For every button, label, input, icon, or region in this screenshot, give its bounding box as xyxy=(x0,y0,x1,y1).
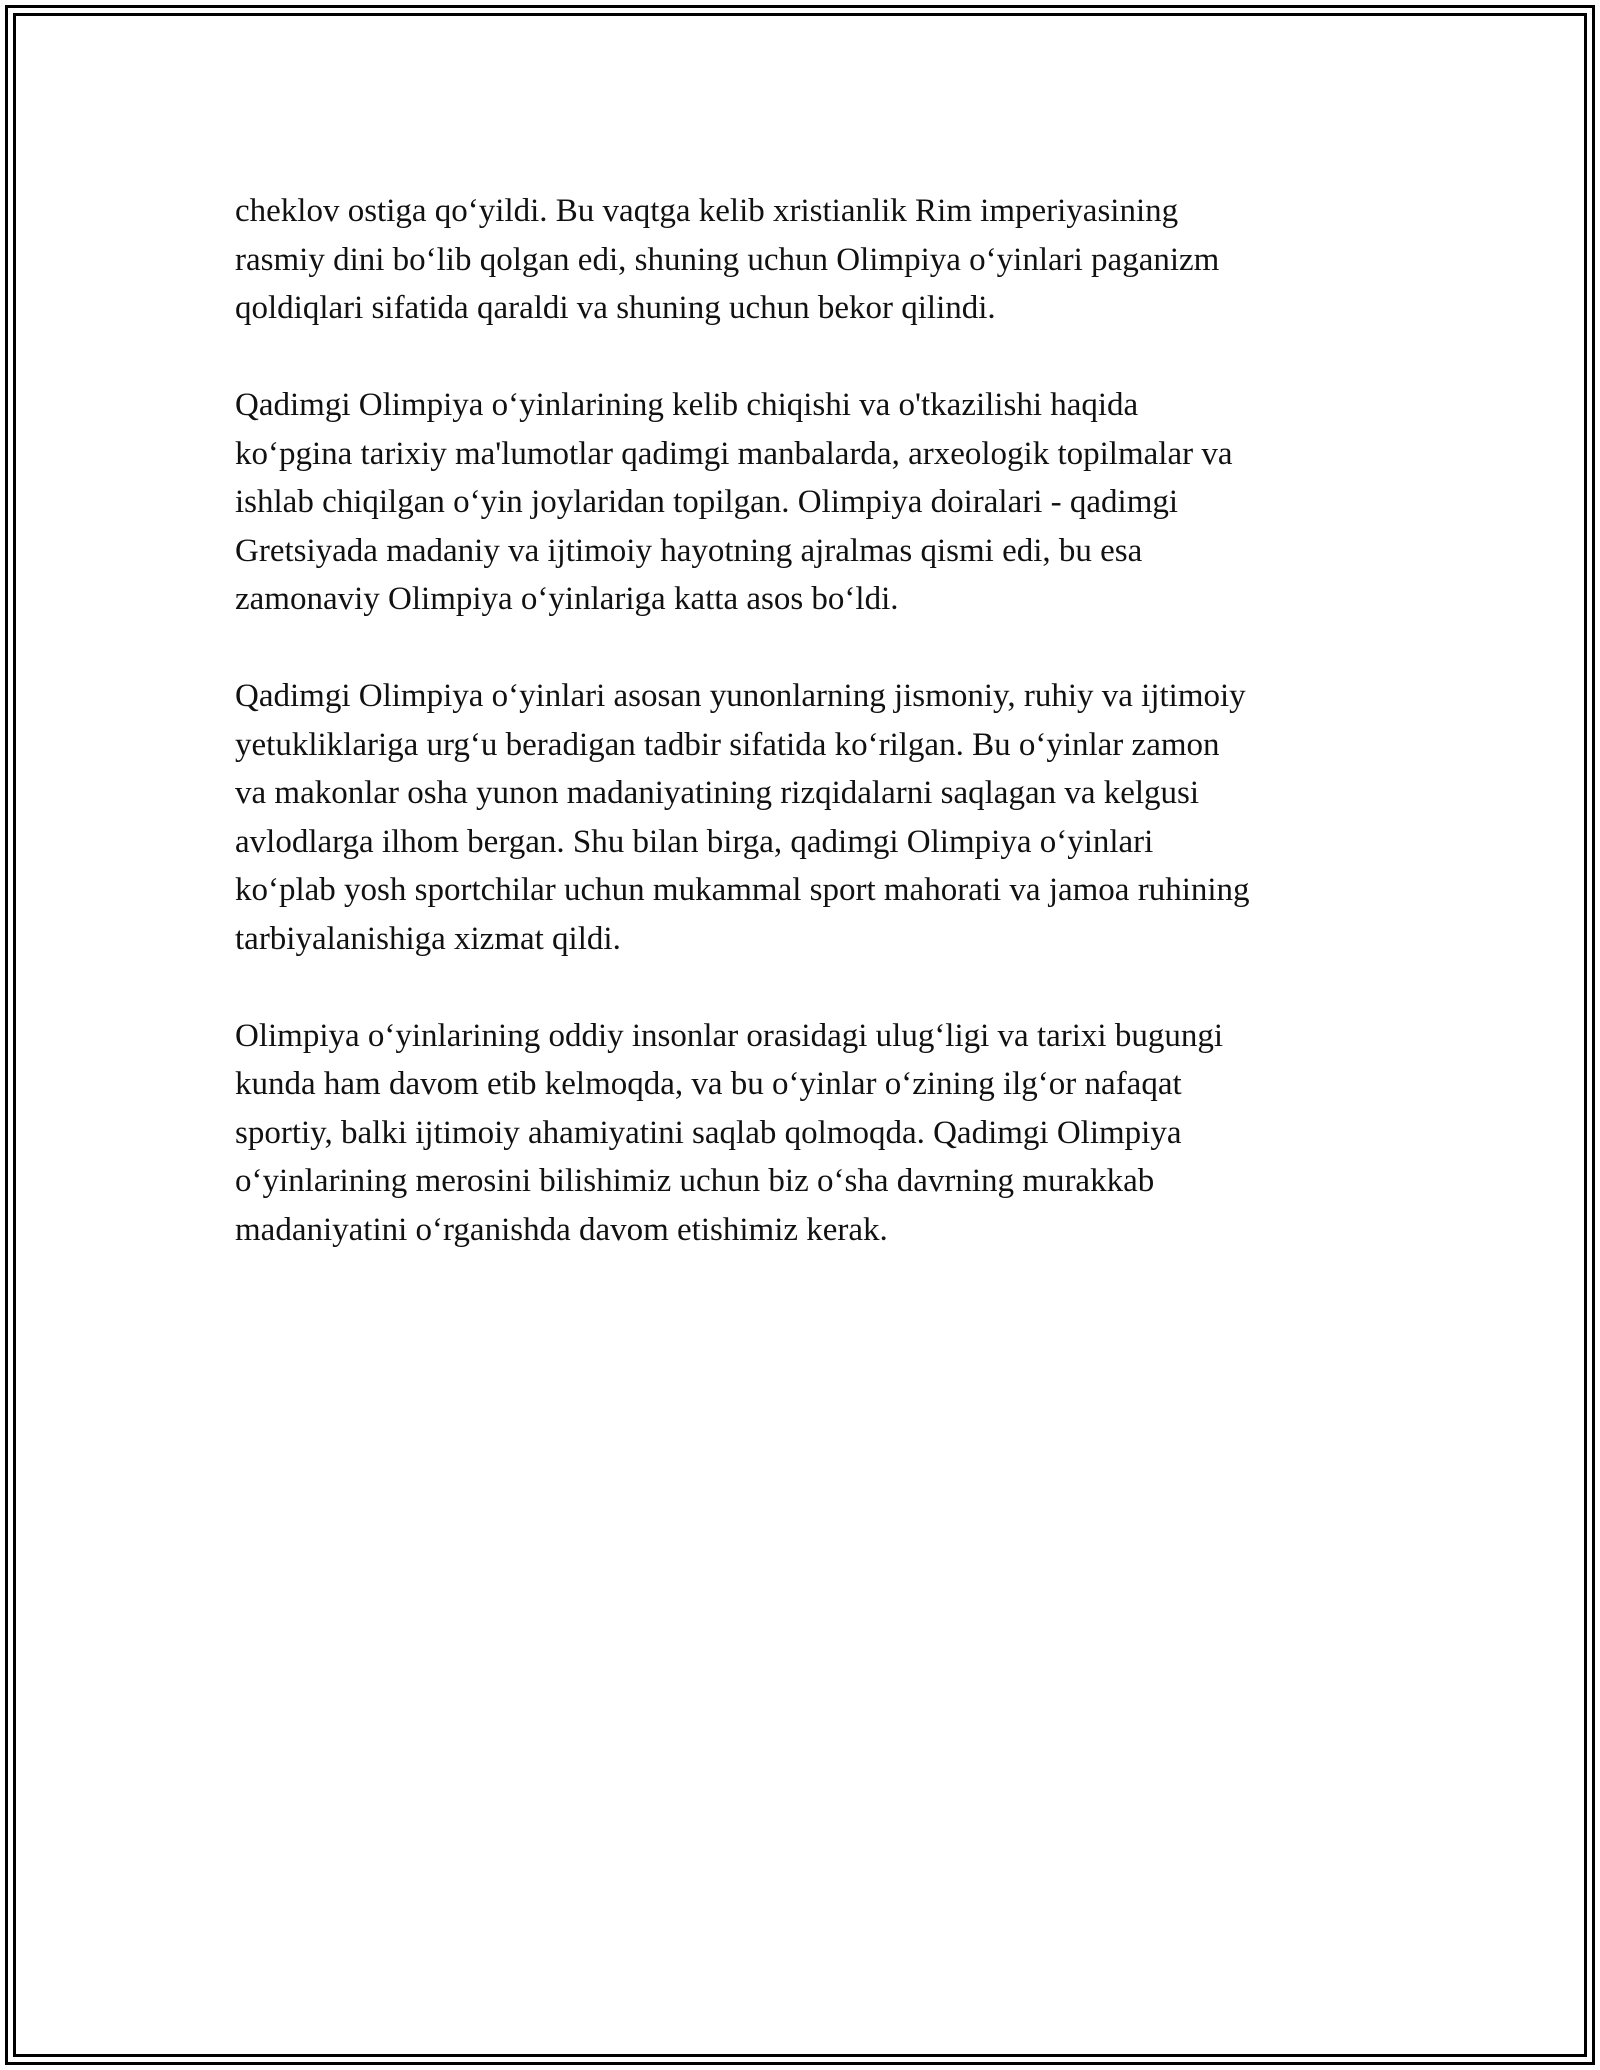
text-line: Qadimgi Olimpiya o‘yinlarining kelib chiqishi va o'tkazilishi haqida xyxy=(235,387,1139,423)
text-line: kunda ham davom etib kelmoqda, va bu o‘yinlar o‘zining ilg‘or nafaqat xyxy=(235,1066,1182,1102)
paragraph-3 xyxy=(235,672,1385,963)
text-line: madaniyatini o‘rganishda davom etishimiz kerak. xyxy=(235,1211,888,1248)
text-line: avlodlarga ilhom bergan. Shu bilan birga, qadimgi Olimpiya o‘yinlari xyxy=(235,823,1154,860)
text-line: Qadimgi Olimpiya o‘yinlari asosan yunonlarning jismoniy, ruhiy va ijtimoiy xyxy=(235,678,1246,714)
paragraph-1 xyxy=(235,187,1385,333)
text-line: cheklov ostiga qo‘yildi. Bu vaqtga kelib xristianlik Rim imperiyasining xyxy=(235,193,1179,229)
text-line: zamonaviy Olimpiya o‘yinlariga katta asos bo‘ldi. xyxy=(235,581,899,617)
text-line: va makonlar osha yunon madaniyatining rizqidalarni saqlagan va kelgusi xyxy=(235,775,1200,811)
text-line: Gretsiyada madaniy va ijtimoiy hayotning ajralmas qismi edi, bu esa xyxy=(235,532,1143,569)
text-line: Olimpiya o‘yinlarining oddiy insonlar orasidagi ulug‘ligi va tarixi bugungi xyxy=(235,1017,1224,1054)
text-line: ko‘plab yosh sportchilar uchun mukammal sport mahorati va jamoa ruhining xyxy=(235,872,1250,908)
text-line: sportiy, balki ijtimoiy ahamiyatini saqlab qolmoqda. Qadimgi Olimpiya xyxy=(235,1114,1182,1151)
paragraph-4 xyxy=(235,1012,1385,1255)
text-line: ishlab chiqilgan o‘yin joylaridan topilgan. Olimpiya doiralari - qadimgi xyxy=(235,484,1179,520)
text-line: ko‘pgina tarixiy ma'lumotlar qadimgi manbalarda, arxeologik topilmalar va xyxy=(235,435,1233,472)
paragraph-2 xyxy=(235,381,1385,624)
text-line: qoldiqlari sifatida qaraldi va shuning uchun bekor qilindi. xyxy=(235,290,996,326)
document-body xyxy=(235,187,1385,1303)
text-line: o‘yinlarining merosini bilishimiz uchun biz o‘sha davrning murakkab xyxy=(235,1163,1155,1199)
text-line: rasmiy dini bo‘lib qolgan edi, shuning uchun Olimpiya o‘yinlari paganizm xyxy=(235,241,1220,278)
text-line: tarbiyalanishiga xizmat qildi. xyxy=(235,920,621,957)
text-line: yetukliklariga urg‘u beradigan tadbir sifatida ko‘rilgan. Bu o‘yinlar zamon xyxy=(235,726,1220,763)
